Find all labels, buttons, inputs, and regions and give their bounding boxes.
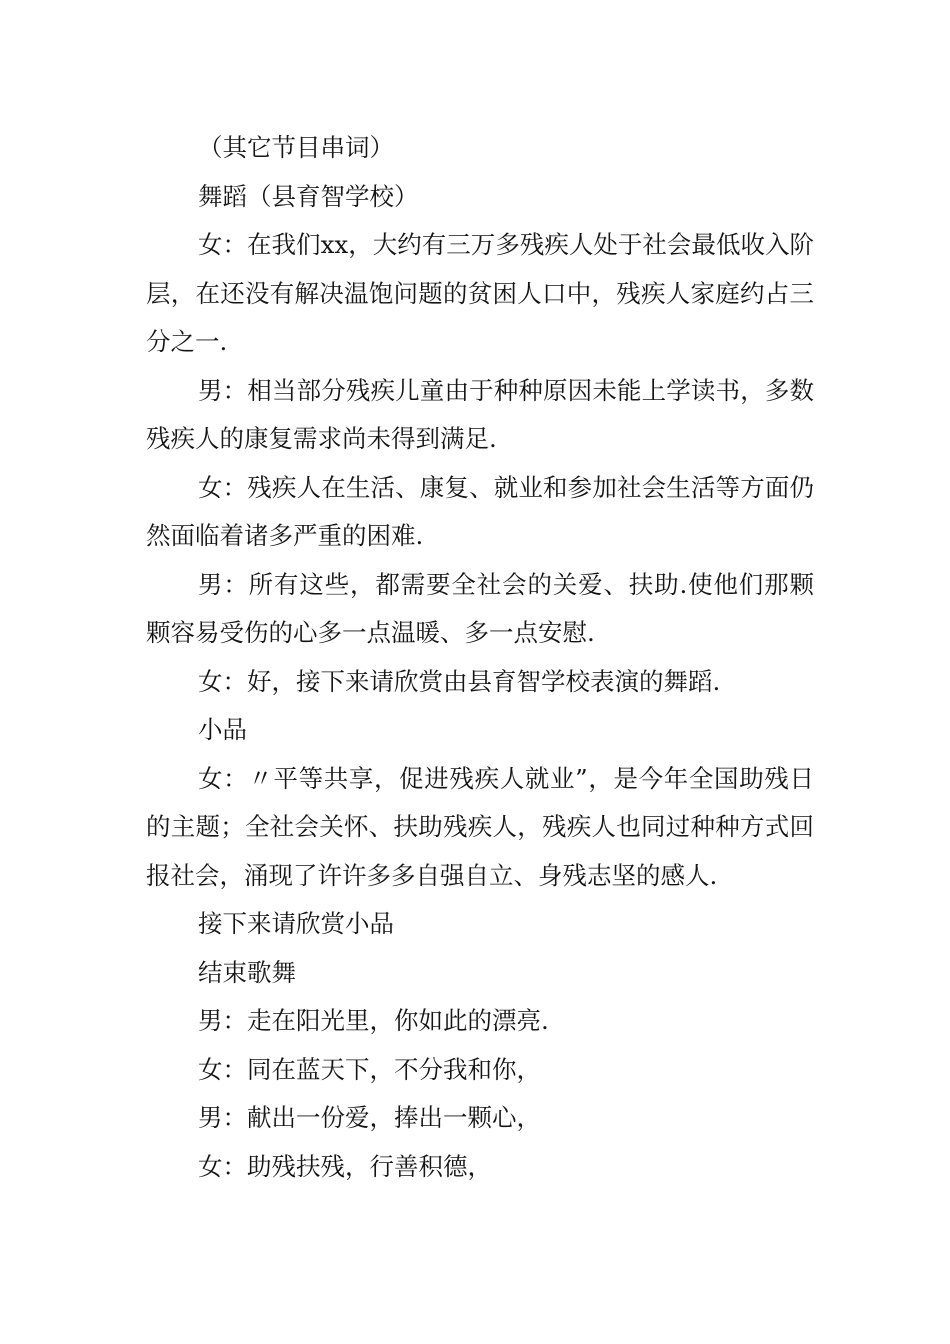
section-heading-dance: 舞蹈（县育智学校） xyxy=(198,181,419,211)
document-body xyxy=(146,124,814,1191)
script-line-male-4: 男：献出一份爱，捧出一颗心， xyxy=(198,1103,541,1132)
section-heading-closing-dance: 结束歌舞 xyxy=(198,957,296,987)
script-line-male-2: 男：所有这些，都需要全社会的关爱、扶助.使他们那颗颗容易受伤的心多一点温暖、多一点安慰. xyxy=(146,569,814,647)
script-line-male-1: 男：相当部分残疾儿童由于种种原因未能上学读书，多数残疾人的康复需求尚未得到满足. xyxy=(146,375,814,453)
script-line-female-4: 女：〃平等共享，促进残疾人就业”，是今年全国助残日的主题；全社会关怀、扶助残疾人，残疾人也同过种种方式回报社会，涌现了许许多多自强自立、身残志坚的感人. xyxy=(146,763,814,890)
script-line-female-5: 女：同在蓝天下，不分我和你， xyxy=(198,1054,541,1084)
script-line-sketch-intro: 接下来请欣赏小品 xyxy=(198,909,394,938)
script-line-female-1: 女：在我们xx，大约有三万多残疾人处于社会最低收入阶层，在还没有解决温饱问题的贫困人口中，残疾人家庭约占三分之一. xyxy=(146,230,814,356)
script-line-female-6: 女：助残扶残，行善积德， xyxy=(198,1151,492,1181)
section-heading-other-programs: （其它节目串词） xyxy=(198,133,394,162)
script-line-female-2: 女：残疾人在生活、康复、就业和参加社会生活等方面仍然面临着诸多严重的困难. xyxy=(146,472,814,550)
script-line-male-3: 男：走在阳光里，你如此的漂亮. xyxy=(198,1006,549,1035)
script-line-female-3: 女：好，接下来请欣赏由县育智学校表演的舞蹈. xyxy=(198,666,721,696)
section-heading-sketch: 小品 xyxy=(198,715,247,744)
